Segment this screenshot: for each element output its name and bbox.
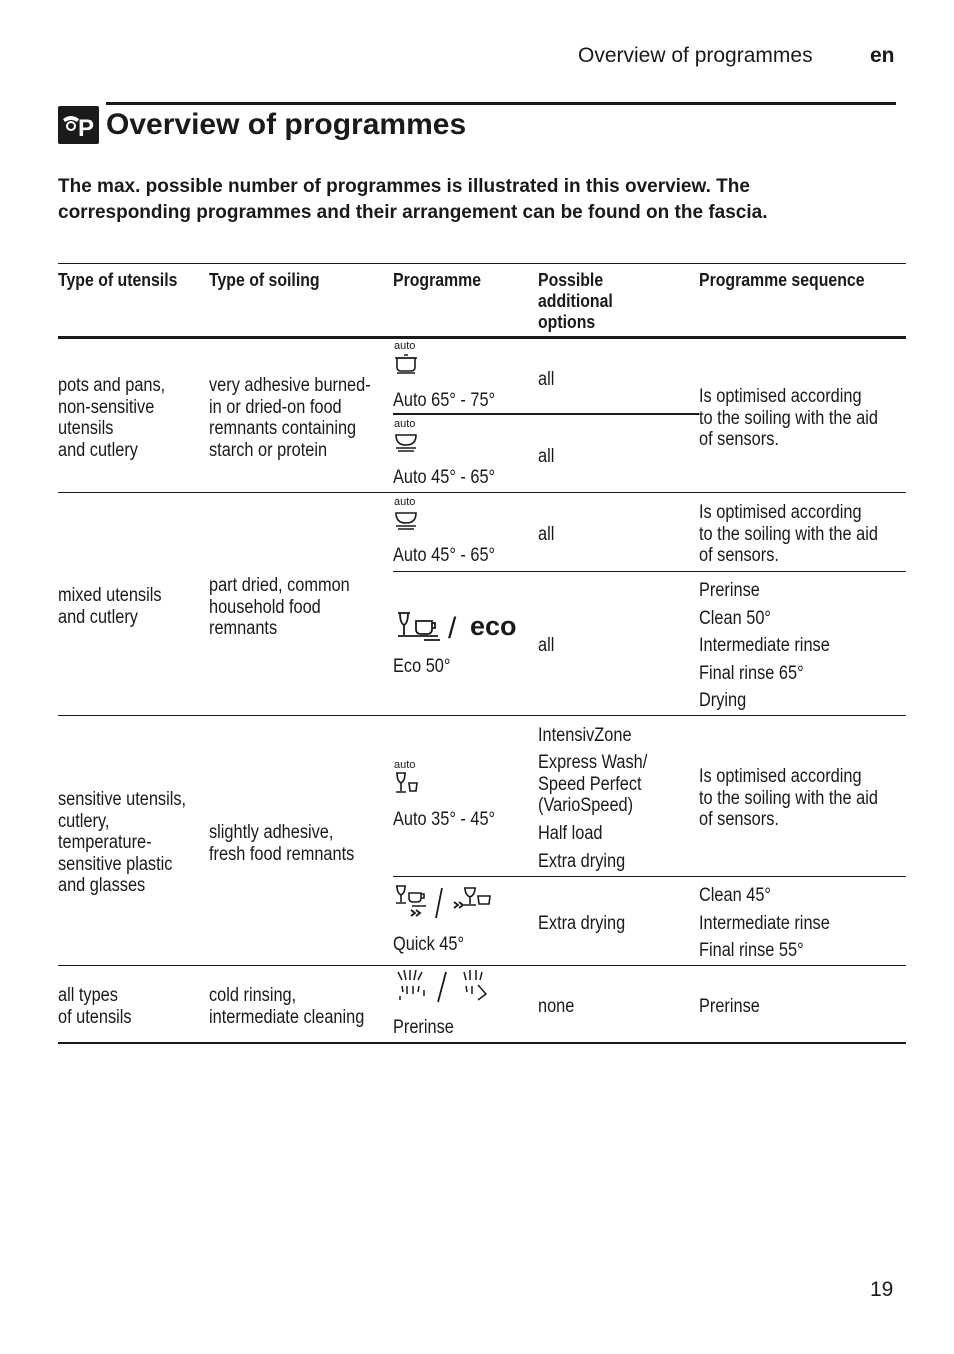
title-rule [106,102,896,105]
row-all-soiling: cold rinsing, intermediate cleaning [209,985,365,1028]
row-sensitive-utensils: sensitive utensils, cutlery, temperature- sensitive plastic and glasses [58,789,187,896]
column-header-programme: Programme [393,270,482,290]
sub-row-rule [393,413,699,415]
options-value: all [538,446,555,467]
page-title: Overview of programmes [106,108,467,141]
running-header-language: en [870,44,895,67]
sub-row-rule [393,571,906,572]
pot-icon [394,352,418,379]
row-pots-utensils: pots and pans, non-sensitive utensils and cutlery [58,375,166,461]
options-value: Half load Extra drying [538,823,626,872]
bowl-icon [394,509,418,536]
glass-and-cup-icon [394,609,442,648]
programme-label: Eco 50° [393,656,451,677]
column-header-options: Possible additional options [538,270,613,332]
prerinse-icon [394,968,494,1011]
auto-label: auto [394,340,416,352]
row-pots-soiling: very adhesive burned- in or dried-on food remnants containing starch or protein [209,375,371,461]
options-value: Extra drying [538,913,626,934]
programme-label: Auto 45° - 65° [393,545,496,566]
intro-text: The max. possible number of programmes is illustrated in this overview. The corresponding programmes and their arrangement can be found on the fascia. [58,176,768,223]
auto-label: auto [394,759,416,771]
row-rule [58,965,906,966]
row-mixed-soiling: part dried, common household food remnants [209,575,350,639]
row-rule [58,715,906,716]
options-value: all [538,369,555,390]
eco-icon: eco [470,611,517,641]
programme-label: Auto 65° - 75° [393,390,496,411]
running-header-title: Overview of programmes [578,44,813,67]
column-header-soiling: Type of soiling [209,270,320,290]
programme-overview-icon [58,106,99,144]
bowl-icon [394,431,418,458]
programme-label: Quick 45° [393,934,465,955]
options-value: all [538,635,555,656]
quick-wash-icon [394,884,494,929]
auto-label: auto [394,496,416,508]
row-sensitive-soiling: slightly adhesive, fresh food remnants [209,822,355,865]
programme-label: Prerinse [393,1017,454,1038]
options-value: IntensivZone [538,725,632,746]
table-bottom-rule [58,1042,906,1044]
glass-icon [394,772,420,799]
programme-label: Auto 45° - 65° [393,467,496,488]
row-rule [58,492,906,493]
column-header-sequence: Programme sequence [699,270,865,290]
row-mixed-utensils: mixed utensils and cutlery [58,585,162,628]
column-header-utensils: Type of utensils [58,270,178,290]
options-value: all [538,524,555,545]
svg-text:P: P [78,115,95,142]
row-all-sequence: Prerinse [699,996,760,1017]
row-sensitive-sequence-1: Is optimised according to the soiling with the aid of sensors. [699,766,878,830]
auto-label: auto [394,418,416,430]
options-value: Express Wash/ Speed Perfect (VarioSpeed) [538,752,648,816]
sub-row-rule [393,876,906,877]
row-sensitive-sequence-2: Clean 45° Intermediate rinse Final rinse 55° [699,885,830,961]
row-mixed-sequence-2: Prerinse Clean 50° Intermediate rinse Final rinse 65° Drying [699,580,830,711]
programme-label: Auto 35° - 45° [393,809,496,830]
slash-separator: / [448,612,457,645]
options-value: none [538,996,575,1017]
page-number: 19 [870,1278,894,1301]
row-all-utensils: all types of utensils [58,985,132,1028]
row-mixed-sequence-1: Is optimised according to the soiling with the aid of sensors. [699,502,878,566]
table-top-rule [58,263,906,264]
row-pots-sequence: Is optimised according to the soiling with the aid of sensors. [699,386,878,450]
header-bottom-rule [58,336,906,339]
